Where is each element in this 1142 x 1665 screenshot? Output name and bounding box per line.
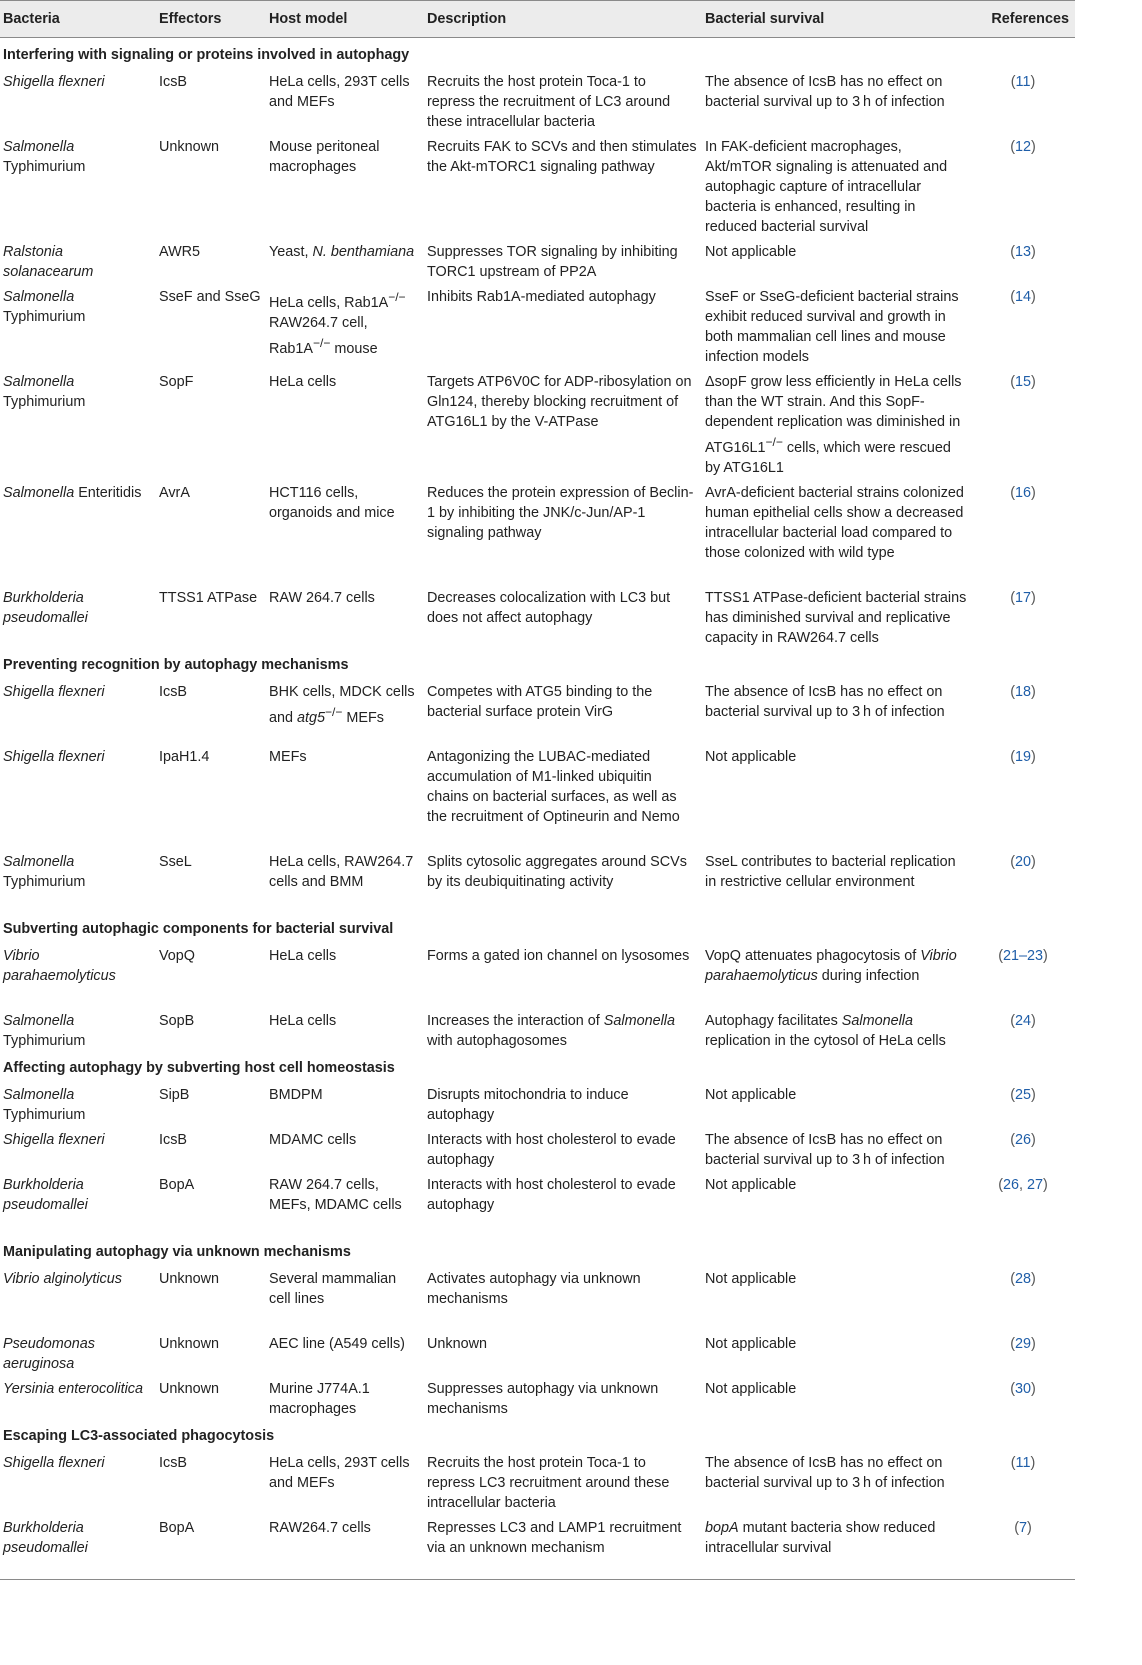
host-model-cell: HeLa cells bbox=[269, 1012, 337, 1029]
references-cell: (20) bbox=[1010, 853, 1036, 870]
bacteria-cell: Shigella flexneri bbox=[3, 683, 105, 700]
description-cell: Represses LC3 and LAMP1 recruitment via an unknown mechanism bbox=[423, 1513, 701, 1580]
host-model-cell: HeLa cells, 293T cells and MEFs bbox=[269, 74, 410, 110]
description-cell: Suppresses TOR signaling by inhibiting TORC1 upstream of PP2A bbox=[427, 244, 678, 280]
section-heading-row bbox=[0, 1419, 1075, 1448]
bacterial-survival-cell: Autophagy facilitates Salmonella replication in the cytosol of HeLa cells bbox=[705, 1012, 946, 1049]
section-heading: Affecting autophagy by subverting host cell homeostasis bbox=[3, 1059, 395, 1076]
bacterial-survival-cell: In FAK-deficient macrophages, Akt/mTOR signaling is attenuated and autophagic capture of intracellular bacteria is enhanced, resulting in reduced bacterial survival bbox=[705, 139, 948, 235]
table-row bbox=[0, 1006, 1075, 1051]
references-cell: (28) bbox=[1010, 1270, 1036, 1287]
bacteria-cell: Yersinia enterocolitica bbox=[3, 1380, 143, 1397]
references-cell: (24) bbox=[1010, 1012, 1036, 1029]
bacterial-survival-cell: Not applicable bbox=[705, 1380, 797, 1397]
host-model-cell: Mouse peritoneal macrophages bbox=[269, 139, 380, 175]
column-header-effectors: Effectors bbox=[155, 1, 265, 38]
description-cell: Targets ATP6V0C for ADP-ribosylation on Gln124, thereby blocking recruitment of ATG16L1 by the V-ATPase bbox=[427, 374, 692, 430]
description-cell: Activates autophagy via unknown mechanisms bbox=[427, 1270, 641, 1307]
table-row bbox=[0, 1448, 1075, 1513]
bacteria-cell: Salmonella Typhimurium bbox=[3, 853, 86, 890]
description-cell: Inhibits Rab1A-mediated autophagy bbox=[427, 289, 656, 305]
column-header-bacteria: Bacteria bbox=[0, 1, 155, 38]
host-model-cell: RAW 264.7 cells bbox=[269, 589, 375, 606]
section-heading: Preventing recognition by autophagy mechanisms bbox=[3, 656, 349, 673]
description-cell: Competes with ATG5 binding to the bacterial surface protein VirG bbox=[427, 683, 653, 720]
bacteria-cell: Burkholderia pseudomallei bbox=[0, 1513, 155, 1580]
effector-cell: SopB bbox=[159, 1012, 195, 1029]
host-model-cell: HeLa cells, RAW264.7 cells and BMM bbox=[269, 853, 414, 890]
references-cell: (26, 27) bbox=[998, 1176, 1048, 1193]
effector-cell: Unknown bbox=[159, 139, 219, 155]
table-row bbox=[0, 237, 1075, 282]
bacterial-survival-cell: bopA mutant bacteria show reduced intracellular survival bbox=[701, 1513, 971, 1580]
table-row bbox=[0, 132, 1075, 237]
column-header-host-model: Host model bbox=[265, 1, 423, 38]
references-cell: (25) bbox=[1010, 1086, 1036, 1103]
bacteria-cell: Shigella flexneri bbox=[3, 748, 105, 765]
table-body bbox=[0, 38, 1075, 1580]
table-row bbox=[0, 1513, 1075, 1580]
section-heading-row bbox=[0, 912, 1075, 941]
effector-cell: IcsB bbox=[159, 683, 187, 700]
bacteria-cell: Burkholderia pseudomallei bbox=[3, 589, 88, 626]
host-model-cell: Several mammalian cell lines bbox=[269, 1270, 397, 1307]
table-row bbox=[0, 941, 1075, 1006]
bacterial-survival-cell: Not applicable bbox=[705, 1270, 797, 1287]
section-heading: Escaping LC3-associated phagocytosis bbox=[3, 1427, 275, 1444]
effector-cell: TTSS1 ATPase bbox=[159, 589, 258, 606]
section-heading-row bbox=[0, 648, 1075, 677]
bacterial-survival-cell: The absence of IcsB has no effect on bacterial survival up to 3 h of infection bbox=[705, 1454, 945, 1491]
bacterial-survival-cell: SseF or SseG-deficient bacterial strains exhibit reduced survival and growth in both mammalian cell lines and mouse infection models bbox=[705, 289, 959, 365]
bacteria-cell: Pseudomonas aeruginosa bbox=[3, 1335, 96, 1372]
table-row bbox=[0, 583, 1075, 648]
effector-cell: IcsB bbox=[159, 1131, 187, 1148]
host-model-cell: HeLa cells bbox=[269, 947, 337, 964]
description-cell: Recruits the host protein Toca-1 to repress LC3 recruitment around these intracellular bacteria bbox=[427, 1454, 670, 1511]
column-header-description: Description bbox=[423, 1, 701, 38]
bacteria-cell: Salmonella Typhimurium bbox=[3, 1012, 86, 1049]
bacteria-cell: Salmonella Typhimurium bbox=[3, 1086, 86, 1123]
bacterial-survival-cell: The absence of IcsB has no effect on bacterial survival up to 3 h of infection bbox=[705, 683, 945, 720]
references-cell: (29) bbox=[1010, 1335, 1036, 1352]
host-model-cell: RAW264.7 cells bbox=[265, 1513, 423, 1580]
table-row bbox=[0, 367, 1075, 478]
section-heading-row bbox=[0, 1235, 1075, 1264]
host-model-cell: HeLa cells bbox=[269, 374, 337, 390]
host-model-cell: Yeast, N. benthamiana bbox=[269, 244, 415, 260]
effector-cell: IcsB bbox=[159, 74, 187, 90]
table-row bbox=[0, 282, 1075, 367]
effector-cell: SipB bbox=[159, 1086, 190, 1103]
bacterial-survival-cell: SseL contributes to bacterial replication in restrictive cellular environment bbox=[705, 853, 956, 890]
references-cell: (15) bbox=[1010, 374, 1036, 390]
section-heading-row bbox=[0, 1051, 1075, 1080]
table-row bbox=[0, 478, 1075, 583]
references-cell: (18) bbox=[1010, 683, 1036, 700]
bacterial-survival-cell: Not applicable bbox=[705, 1086, 797, 1103]
description-cell: Recruits FAK to SCVs and then stimulates the Akt-mTORC1 signaling pathway bbox=[427, 139, 697, 175]
table-row bbox=[0, 1080, 1075, 1125]
table-header-row bbox=[0, 1, 1075, 38]
description-cell: Unknown bbox=[427, 1335, 487, 1352]
table-row bbox=[0, 847, 1075, 912]
host-model-cell: RAW 264.7 cells, MEFs, MDAMC cells bbox=[269, 1176, 402, 1213]
description-cell: Splits cytosolic aggregates around SCVs by its deubiquitinating activity bbox=[427, 853, 687, 890]
description-cell: Interacts with host cholesterol to evade autophagy bbox=[427, 1176, 676, 1213]
references-cell: (30) bbox=[1010, 1380, 1036, 1397]
bacteria-cell: Burkholderia pseudomallei bbox=[3, 1176, 88, 1213]
effector-cell: Unknown bbox=[159, 1270, 219, 1287]
host-model-cell: MEFs bbox=[269, 748, 307, 765]
bacterial-survival-cell: The absence of IcsB has no effect on bacterial survival up to 3 h of infection bbox=[705, 74, 945, 110]
bacterial-survival-cell: Not applicable bbox=[705, 1176, 797, 1193]
references-cell: (11) bbox=[1010, 1454, 1036, 1471]
references-cell: (16) bbox=[1010, 484, 1036, 501]
effector-cell: VopQ bbox=[159, 947, 196, 964]
description-cell: Reduces the protein expression of Beclin-1 by inhibiting the JNK/c-Jun/AP-1 signaling pathway bbox=[427, 484, 694, 541]
section-heading-row bbox=[0, 38, 1075, 68]
description-cell: Increases the interaction of Salmonella with autophagosomes bbox=[427, 1012, 675, 1049]
host-model-cell: BHK cells, MDCK cells and atg5−/− MEFs bbox=[269, 683, 415, 726]
references-cell: (7) bbox=[971, 1513, 1075, 1580]
description-cell: Decreases colocalization with LC3 but does not affect autophagy bbox=[427, 589, 671, 626]
table-row bbox=[0, 677, 1075, 742]
bacterial-survival-cell: Not applicable bbox=[705, 1335, 797, 1352]
table-row bbox=[0, 1329, 1075, 1374]
bacteria-cell: Salmonella Typhimurium bbox=[3, 139, 86, 175]
bacterial-survival-cell: Not applicable bbox=[705, 244, 797, 260]
table-row bbox=[0, 1374, 1075, 1419]
effector-cell: SseL bbox=[159, 853, 192, 870]
bacterial-survival-cell: The absence of IcsB has no effect on bacterial survival up to 3 h of infection bbox=[705, 1131, 945, 1168]
bacteria-cell: Salmonella Typhimurium bbox=[3, 374, 86, 410]
bacteria-cell: Vibrio parahaemolyticus bbox=[3, 947, 116, 984]
section-heading: Interfering with signaling or proteins involved in autophagy bbox=[3, 47, 410, 63]
host-model-cell: BMDPM bbox=[269, 1086, 323, 1103]
effector-cell: BopA bbox=[159, 1176, 195, 1193]
bacteria-cell: Salmonella Enteritidis bbox=[3, 484, 142, 501]
effector-cell: SopF bbox=[159, 374, 194, 390]
bacterial-survival-cell: VopQ attenuates phagocytosis of Vibrio parahaemolyticus during infection bbox=[705, 947, 957, 984]
host-model-cell: MDAMC cells bbox=[269, 1131, 357, 1148]
description-cell: Forms a gated ion channel on lysosomes bbox=[427, 947, 690, 964]
bacterial-survival-cell: TTSS1 ATPase-deficient bacterial strains has diminished survival and replicative capacity in RAW264.7 cells bbox=[705, 589, 967, 646]
bacterial-survival-cell: Not applicable bbox=[705, 748, 797, 765]
references-cell: (17) bbox=[1010, 589, 1036, 606]
references-cell: (26) bbox=[1010, 1131, 1036, 1148]
table-row bbox=[0, 1170, 1075, 1235]
bacteria-cell: Shigella flexneri bbox=[3, 74, 105, 90]
references-cell: (13) bbox=[1010, 244, 1036, 260]
references-cell: (14) bbox=[1010, 289, 1036, 305]
section-heading: Manipulating autophagy via unknown mechanisms bbox=[3, 1243, 351, 1260]
description-cell: Recruits the host protein Toca-1 to repress the recruitment of LC3 around these intracellular bacteria bbox=[427, 74, 671, 130]
table-row bbox=[0, 67, 1075, 132]
references-cell: (11) bbox=[1010, 74, 1036, 90]
host-model-cell: AEC line (A549 cells) bbox=[269, 1335, 405, 1352]
bacteria-cell: Shigella flexneri bbox=[3, 1454, 105, 1471]
host-model-cell: HeLa cells, 293T cells and MEFs bbox=[269, 1454, 410, 1491]
table-row bbox=[0, 1264, 1075, 1329]
bacterial-survival-cell: AvrA-deficient bacterial strains colonized human epithelial cells show a decreased intracellular bacterial load compared to those colonized with wild type bbox=[705, 484, 964, 561]
bacteria-cell: Salmonella Typhimurium bbox=[3, 289, 86, 325]
host-model-cell: HCT116 cells, organoids and mice bbox=[269, 484, 395, 521]
host-model-cell: HeLa cells, Rab1A−/− RAW264.7 cell, Rab1A−/− mouse bbox=[269, 290, 406, 357]
column-header-bacterial-survival: Bacterial survival bbox=[701, 1, 971, 38]
description-cell: Suppresses autophagy via unknown mechanisms bbox=[427, 1380, 659, 1417]
bacteria-cell: Vibrio alginolyticus bbox=[3, 1270, 122, 1287]
bacterial-survival-cell: ΔsopF grow less efficiently in HeLa cells than the WT strain. And this SopF-dependent replication was diminished in ATG16L1−/− cells, which were rescued by ATG16L1 bbox=[705, 374, 962, 476]
table-row bbox=[0, 1125, 1075, 1170]
references-cell: (19) bbox=[1010, 748, 1036, 765]
effector-cell: BopA bbox=[155, 1513, 265, 1580]
description-cell: Antagonizing the LUBAC-mediated accumulation of M1-linked ubiquitin chains on bacterial surfaces, as well as the recruitment of Optineurin and Nemo bbox=[427, 748, 680, 825]
bacteria-cell: Ralstonia solanacearum bbox=[3, 244, 94, 280]
host-model-cell: Murine J774A.1 macrophages bbox=[269, 1380, 370, 1417]
effector-cell: SseF and SseG bbox=[159, 289, 261, 305]
effector-cell: AWR5 bbox=[159, 244, 201, 260]
effector-cell: Unknown bbox=[159, 1380, 219, 1397]
effector-cell: AvrA bbox=[159, 484, 190, 501]
column-header-references: References bbox=[971, 1, 1075, 38]
references-cell: (21–23) bbox=[998, 947, 1048, 964]
effector-cell: IpaH1.4 bbox=[159, 748, 210, 765]
effector-cell: IcsB bbox=[159, 1454, 187, 1471]
effector-cell: Unknown bbox=[159, 1335, 219, 1352]
bacteria-cell: Shigella flexneri bbox=[3, 1131, 105, 1148]
section-heading: Subverting autophagic components for bacterial survival bbox=[3, 920, 394, 937]
description-cell: Disrupts mitochondria to induce autophagy bbox=[427, 1086, 629, 1123]
references-cell: (12) bbox=[1010, 139, 1036, 155]
description-cell: Interacts with host cholesterol to evade autophagy bbox=[427, 1131, 676, 1168]
table-row bbox=[0, 742, 1075, 847]
